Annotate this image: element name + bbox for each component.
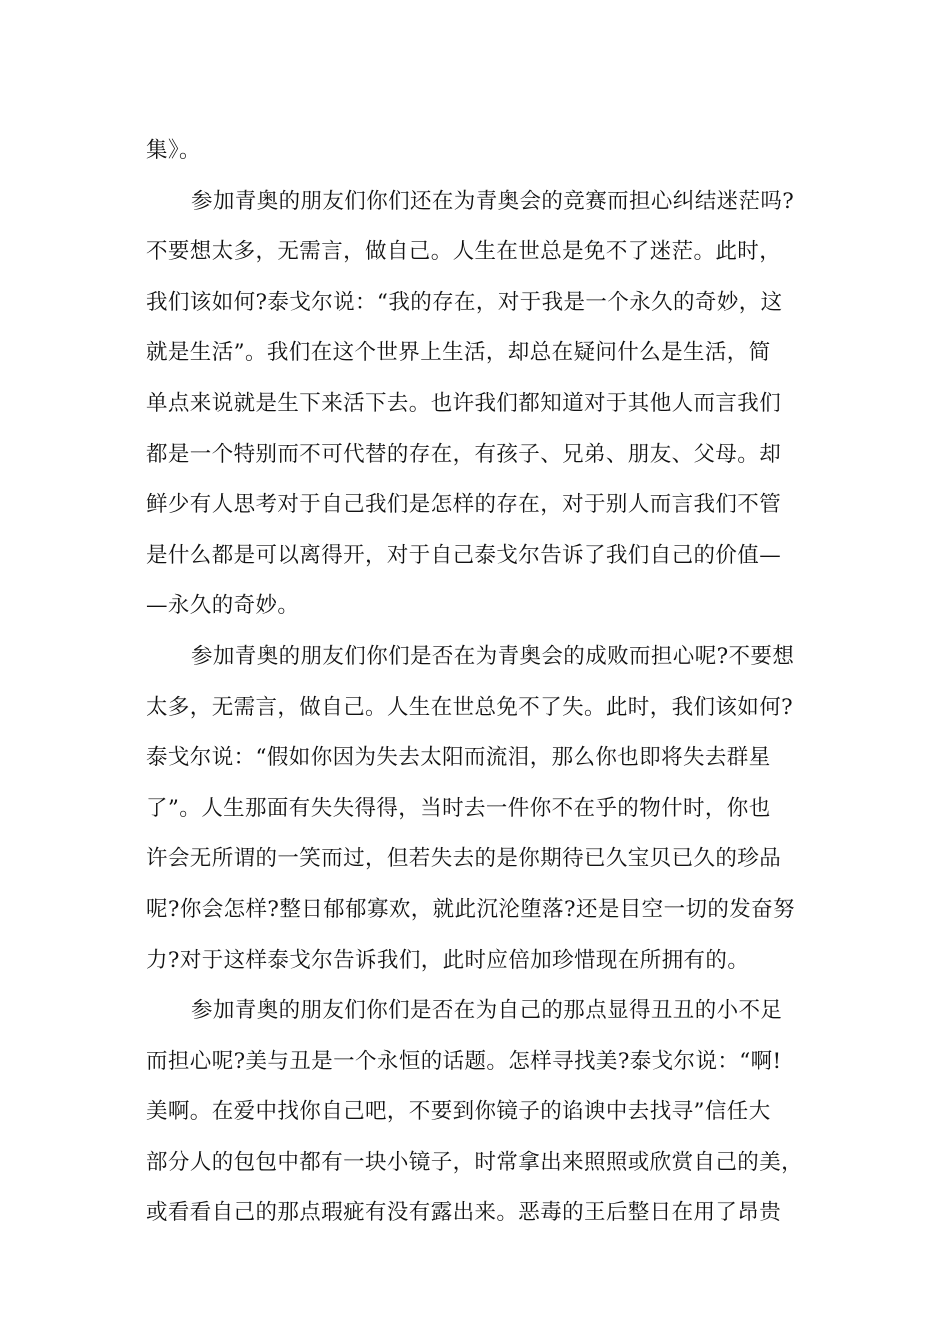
text-line: —永久的奇妙。 <box>146 593 300 619</box>
text-line: 单点来说就是生下来活下去。也许我们都知道对于其他人而言我们 <box>146 390 782 416</box>
text-line: 泰戈尔说：“假如你因为失去太阳而流泪，那么你也即将失去群星 <box>146 745 771 771</box>
text-line: 呢?你会怎样?整日郁郁寡欢，就此沉沦堕落?还是目空一切的发奋努 <box>146 896 795 922</box>
text-line: 参加青奥的朋友们你们还在为青奥会的竞赛而担心纠结迷茫吗? <box>191 188 795 214</box>
text-line: 我们该如何?泰戈尔说：“我的存在，对于我是一个永久的奇妙，这 <box>146 289 783 315</box>
text-line: 力?对于这样泰戈尔告诉我们，此时应倍加珍惜现在所拥有的。 <box>146 947 750 973</box>
text-line: 就是生活”。我们在这个世界上生活，却总在疑问什么是生活，简 <box>146 340 771 366</box>
text-line: 都是一个特别而不可代替的存在，有孩子、兄弟、朋友、父母。却 <box>146 441 782 467</box>
paragraph <box>146 126 826 177</box>
paragraph <box>146 177 826 632</box>
text-line: 美啊。在爱中找你自己吧，不要到你镜子的谄谀中去找寻”信任大 <box>146 1099 771 1125</box>
text-line: 或看看自己的那点瑕疵有没有露出来。恶毒的王后整日在用了昂贵 <box>146 1200 782 1226</box>
text-line: 集》。 <box>146 138 201 163</box>
text-line: 许会无所谓的一笑而过，但若失去的是你期待已久宝贝已久的珍品 <box>146 846 782 872</box>
text-line: 而担心呢?美与丑是一个永恒的话题。怎样寻找美?泰戈尔说：“啊! <box>146 1048 782 1074</box>
text-line: 鲜少有人思考对于自己我们是怎样的存在，对于别人而言我们不管 <box>146 492 782 518</box>
text-line: 参加青奥的朋友们你们是否在为自己的那点显得丑丑的小不足 <box>191 998 783 1024</box>
text-line: 了”。人生那面有失失得得，当时去一件你不在乎的物什时，你也 <box>146 795 771 821</box>
text-line: 是什么都是可以离得开，对于自己泰戈尔告诉了我们自己的价值— <box>146 542 782 568</box>
text-line: 参加青奥的朋友们你们是否在为青奥会的成败而担心呢?不要想 <box>191 643 795 669</box>
document-body <box>146 126 826 1239</box>
text-line: 部分人的包包中都有一块小镜子，时常拿出来照照或欣赏自己的美， <box>146 1149 804 1175</box>
text-line: 不要想太多，无需言，做自己。人生在世总是免不了迷茫。此时， <box>146 239 782 265</box>
text-line: 太多，无需言，做自己。人生在世总免不了失。此时，我们该如何? <box>146 694 794 720</box>
paragraph <box>146 632 826 986</box>
paragraph <box>146 986 826 1239</box>
